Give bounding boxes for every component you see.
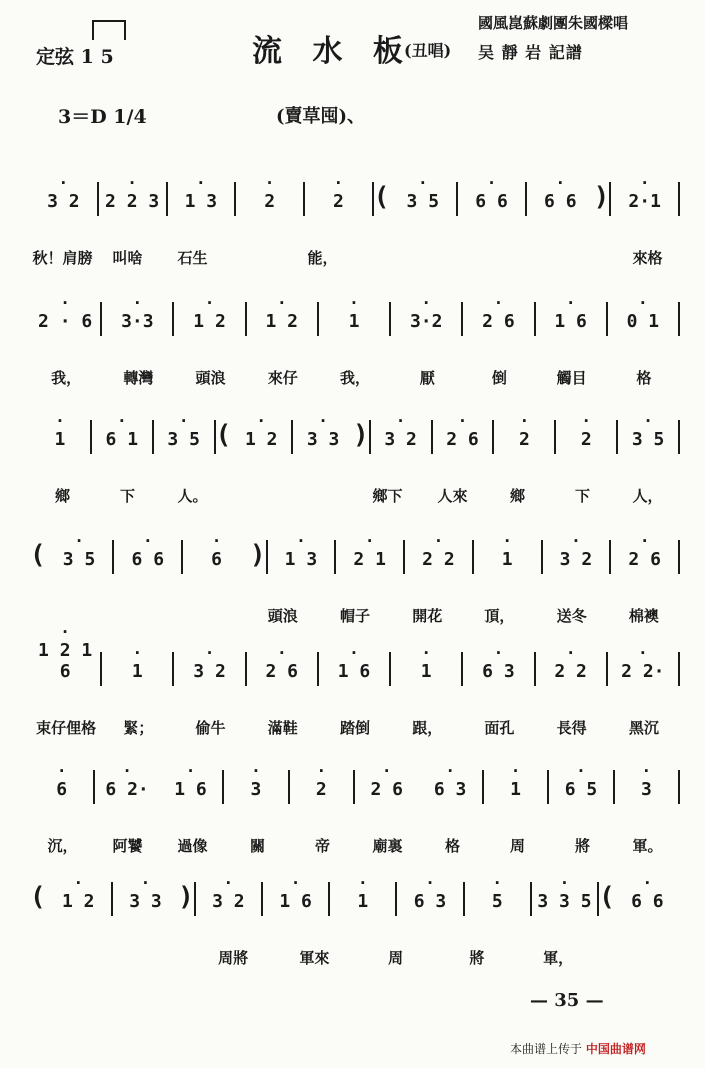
lyric-syllable: 格 — [444, 837, 460, 855]
note-group: · 3 3 — [293, 429, 353, 450]
lyric-syllable: 軍， — [543, 949, 574, 967]
note-group: · 5 — [465, 891, 530, 912]
note-group: · 1 6 — [319, 661, 389, 682]
note-group: · 1 — [391, 661, 461, 682]
note-group: · 1 2 — [247, 311, 317, 332]
source-credit — [510, 1040, 646, 1057]
note-group: · 6 3 — [397, 891, 462, 912]
note-group: · 2 2 — [536, 661, 606, 682]
barline — [678, 770, 680, 804]
lyric-syllable: 踏倒 — [339, 719, 370, 737]
lyric-syllable: 帝 — [314, 837, 330, 855]
lyric-syllable: 頂， — [484, 607, 515, 625]
note-group: · 1 6 — [159, 779, 222, 800]
note-group: · 2 — [556, 429, 616, 450]
lyric-syllable: 厭 — [419, 369, 435, 387]
note-group: · 3 — [224, 779, 287, 800]
lyric-syllable: 廟裏 — [372, 837, 403, 855]
lyric-syllable: 滿鞋 — [267, 719, 298, 737]
note-group: · 2 6 — [611, 549, 678, 570]
repeat-paren: ) — [249, 540, 266, 570]
lyric-syllable: 人來 — [437, 487, 468, 505]
lyric-row — [30, 832, 680, 856]
note-group: · 6 — [183, 549, 250, 570]
notation-row — [30, 540, 680, 570]
performer-credit: 國風崑蘇劇團朱國樑唱 — [478, 14, 629, 32]
lyric-syllable: 格 — [636, 369, 652, 387]
lyric-syllable: 過像 — [177, 837, 208, 855]
lyric-syllable: 鄉 — [509, 487, 525, 505]
lyric-syllable: 來格 — [632, 249, 663, 267]
source-brand[interactable]: 中国曲谱网 — [585, 1042, 646, 1056]
lyric-syllable: 倒 — [491, 369, 507, 387]
repeat-paren: ( — [215, 420, 232, 450]
repeat-paren: ( — [30, 540, 46, 570]
key-signature: 3＝D 1/4 — [58, 106, 147, 128]
note-group: · 1 2 — [231, 429, 291, 450]
lyric-syllable: 黑沉 — [628, 719, 659, 737]
note-group: · 1 2 1 6 — [30, 640, 100, 682]
note-group: · 1 — [319, 311, 389, 332]
lyric-syllable: 阿饕 — [112, 837, 143, 855]
notation-row — [30, 882, 680, 912]
note-group: · 2·1 — [611, 191, 678, 212]
lyric-syllable: 將 — [574, 837, 590, 855]
repeat-paren: ) — [593, 182, 610, 212]
lyric-syllable: 人。 — [177, 487, 208, 505]
note-group: · 2 2 — [405, 549, 472, 570]
barline — [678, 302, 680, 336]
lyric-syllable: 觸目 — [556, 369, 587, 387]
note-group: · 3 5 — [389, 191, 456, 212]
lyric-syllable: 周 — [509, 837, 525, 855]
lyric-syllable: 下 — [574, 487, 590, 505]
lyric-syllable: 面孔 — [484, 719, 515, 737]
lyric-syllable: 來仔 — [267, 369, 298, 387]
note-group: · 6 — [30, 779, 93, 800]
note-group: · 2 2 3 — [99, 191, 166, 212]
lyric-syllable: 帽子 — [339, 607, 370, 625]
repeat-paren: ( — [373, 182, 390, 212]
lyric-syllable: 軍來 — [299, 949, 330, 967]
note-group: · 3 2 — [371, 429, 431, 450]
lyric-syllable: 秋！肩膀 — [32, 249, 93, 267]
note-group: · 6 2· — [95, 779, 158, 800]
repeat-paren: ) — [353, 420, 369, 450]
page-number: — 35 — — [530, 990, 604, 1011]
note-group: · 2 1 — [336, 549, 403, 570]
page-title: 流 水 板 — [252, 34, 413, 69]
note-group: · 2 6 — [433, 429, 493, 450]
notation-row — [30, 640, 680, 682]
note-group: · 3 5 — [46, 549, 113, 570]
note-group: · 1 6 — [263, 891, 328, 912]
note-group: · 2 6 — [355, 779, 418, 800]
note-group: · 3 5 — [154, 429, 214, 450]
barline — [678, 652, 680, 686]
lyric-syllable: 周將 — [218, 949, 249, 967]
lyric-syllable: 開花 — [412, 607, 443, 625]
lyric-syllable: 偷牛 — [195, 719, 226, 737]
lyric-row — [30, 482, 680, 506]
lyric-syllable: 頭浪 — [267, 607, 298, 625]
lyric-syllable: 轉灣 — [123, 369, 154, 387]
lyric-syllable: 能， — [307, 249, 338, 267]
lyric-syllable: 沉， — [47, 837, 78, 855]
lyric-syllable: 人， — [632, 487, 663, 505]
tuning-bracket — [92, 20, 126, 40]
note-group: · 6 6 — [458, 191, 525, 212]
lyric-syllable: 叫啥 — [112, 249, 143, 267]
repeat-paren: ( — [30, 882, 46, 912]
note-group: · 2 — [305, 191, 372, 212]
note-group: · 2 — [290, 779, 353, 800]
note-group: · 6 3 — [463, 661, 533, 682]
lyric-syllable: 鄉 — [54, 487, 70, 505]
repeat-paren: ) — [178, 882, 194, 912]
transcriber-credit: 吴 靜 岩 記譜 — [478, 43, 583, 62]
lyric-row — [30, 602, 680, 626]
lyric-syllable: 送冬 — [556, 607, 587, 625]
note-group: · 1 — [30, 429, 90, 450]
note-group: · 3 3 5 — [532, 891, 597, 912]
note-group: · 3 2 — [196, 891, 261, 912]
barline — [678, 540, 680, 574]
note-group: · 3·2 — [391, 311, 461, 332]
note-group: · 1 2 — [174, 311, 244, 332]
lyric-syllable: 長得 — [556, 719, 587, 737]
lyric-syllable: 鄉下 — [372, 487, 403, 505]
note-group: · 1 3 — [268, 549, 335, 570]
note-group: · 3 2 — [174, 661, 244, 682]
note-group: · 6 6 — [527, 191, 594, 212]
source-prefix: 本曲谱上传于 — [510, 1042, 583, 1056]
note-group: · 1 — [474, 549, 541, 570]
lyric-syllable: 石生 — [177, 249, 208, 267]
note-group: · 1 — [102, 661, 172, 682]
lyric-syllable: 將 — [469, 949, 485, 967]
note-group: · 3 5 — [618, 429, 678, 450]
lyric-syllable: 我， — [51, 369, 82, 387]
note-group: · 2 2· — [608, 661, 678, 682]
note-group: · 1 — [484, 779, 547, 800]
note-group: · 3·3 — [102, 311, 172, 332]
lyric-row — [30, 714, 680, 738]
note-group: · 1 3 — [168, 191, 235, 212]
note-group: · 6 6 — [615, 891, 680, 912]
notation-row — [30, 182, 680, 212]
lyric-syllable: 緊； — [123, 719, 154, 737]
note-group: · 3 — [615, 779, 678, 800]
lyric-syllable: 周 — [388, 949, 404, 967]
note-group: · 2 — [236, 191, 303, 212]
lyric-syllable: 棉襖 — [628, 607, 659, 625]
lyric-row — [30, 244, 680, 268]
notation-row — [30, 420, 680, 450]
note-group: · 2 6 — [463, 311, 533, 332]
note-group: · 3 2 — [543, 549, 610, 570]
note-group: · 2 — [494, 429, 554, 450]
note-group: · 1 — [330, 891, 395, 912]
note-group: · 0 1 — [608, 311, 678, 332]
note-group: · 1 6 — [536, 311, 606, 332]
role-label: (丑唱) — [404, 41, 452, 60]
lyric-syllable: 頭浪 — [195, 369, 226, 387]
note-group: · 2 · 6 — [30, 311, 100, 332]
note-group: · 2 6 — [247, 661, 317, 682]
lyric-syllable: 下 — [119, 487, 135, 505]
barline — [678, 420, 680, 454]
note-group: · 1 2 — [46, 891, 111, 912]
lyric-syllable: 關 — [249, 837, 265, 855]
notation-row — [30, 770, 680, 800]
lyric-syllable: 軍。 — [632, 837, 663, 855]
barline — [678, 182, 680, 216]
note-group: · 3 2 — [30, 191, 97, 212]
lyric-syllable: 跟， — [412, 719, 443, 737]
tune-name: (賣草囤)、 — [276, 106, 366, 127]
lyric-syllable: 我， — [339, 369, 370, 387]
notation-row — [30, 302, 680, 332]
note-group: · 6 3 — [418, 779, 481, 800]
lyric-row — [30, 364, 680, 388]
note-group: · 6 1 — [92, 429, 152, 450]
note-group: · 3 3 — [113, 891, 178, 912]
lyric-row — [30, 944, 680, 968]
note-group: · 6 6 — [114, 549, 181, 570]
lyric-syllable: 束仔俚格 — [36, 719, 97, 737]
tuning-label: 定弦 1 5 — [36, 46, 114, 68]
note-group: · 6 5 — [549, 779, 612, 800]
repeat-paren: ( — [599, 882, 615, 912]
